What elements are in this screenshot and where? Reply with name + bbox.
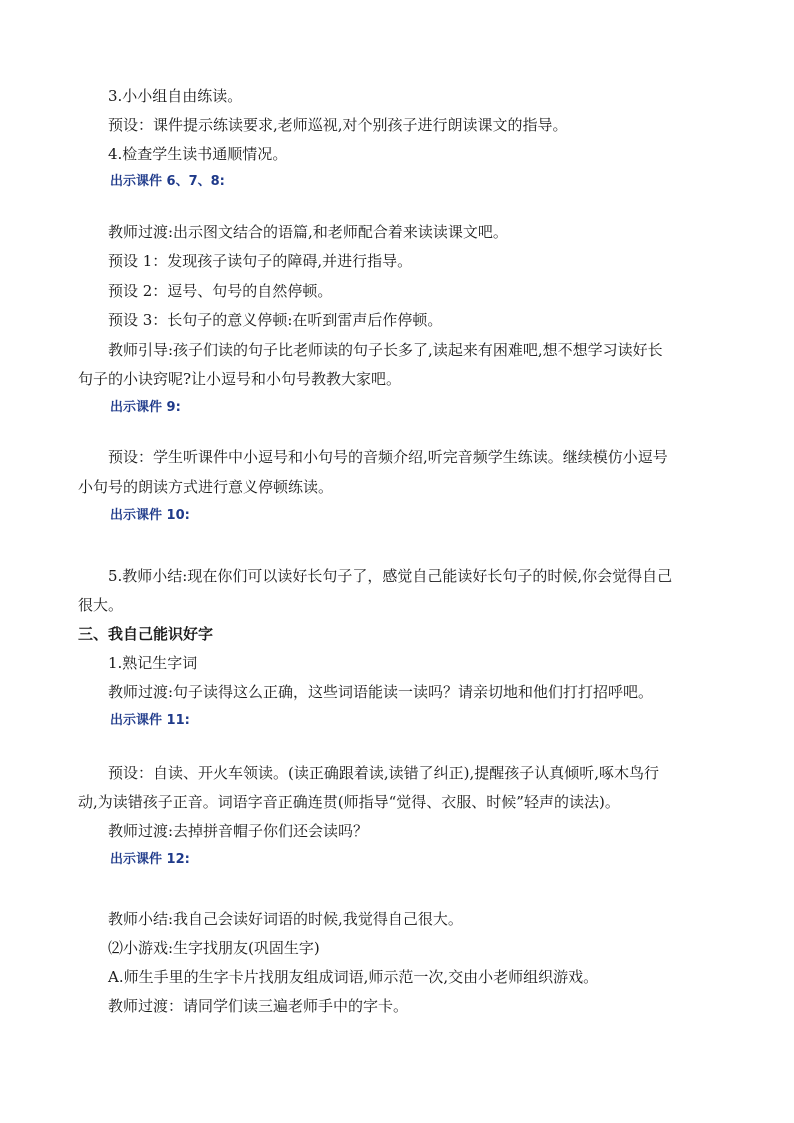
paragraph-preset-2: 预设 2：逗号、句号的自然停顿。 — [108, 282, 333, 300]
paragraph-teacher-summary: 教师小结:我自己会读好词语的时候,我觉得自己很大。 — [108, 910, 463, 928]
paragraph-teacher-transition-1: 教师过渡:出示图文结合的语篇,和老师配合着来读读课文吧。 — [108, 223, 508, 241]
paragraph-game-a: A.师生手里的生字卡片找朋友组成词语,师示范一次,交由小老师组织游戏。 — [108, 968, 599, 986]
paragraph-game-title: ⑵小游戏:生字找朋友(巩固生字) — [108, 939, 320, 957]
paragraph-preset-1: 预设 1：发现孩子读句子的障碍,并进行指导。 — [108, 252, 413, 270]
paragraph-step-3: 3.小小组自由练读。 — [108, 87, 243, 105]
paragraph-teacher-transition-2: 教师过渡:句子读得这么正确，这些词语能读一读吗？请亲切地和他们打打招呼吧。 — [108, 683, 654, 701]
section-heading-3: 三、我自己能识好字 — [78, 625, 214, 643]
paragraph-preset-guidance: 预设：课件提示练读要求,老师巡视,对个别孩子进行朗读课文的指导。 — [108, 116, 568, 134]
paragraph-teacher-transition-4: 教师过渡：请同学们读三遍老师手中的字卡。 — [108, 997, 409, 1015]
paragraph-step-4: 4.检查学生读书通顺情况。 — [108, 145, 288, 163]
courseware-label-9: 出示课件 9: — [110, 400, 181, 415]
paragraph-step-1-words: 1.熟记生字词 — [108, 654, 198, 672]
paragraph-teacher-transition-3: 教师过渡:去掉拼音帽子你们还会读吗？ — [108, 822, 369, 840]
paragraph-teacher-guide-line-1: 教师引导:孩子们读的句子比老师读的句子长多了,读起来有困难吧,想不想学习读好长 — [108, 341, 663, 359]
paragraph-teacher-guide-line-2: 句子的小诀窍呢?让小逗号和小句号教教大家吧。 — [78, 370, 402, 388]
paragraph-preset-reading-line-2: 动,为读错孩子正音。词语字音正确连贯(师指导“觉得、衣服、时候”轻声的读法)。 — [78, 793, 620, 811]
courseware-label-12: 出示课件 12: — [110, 852, 190, 867]
paragraph-summary-5-line-1: 5.教师小结:现在你们可以读好长句子了，感觉自己能读好长句子的时候,你会觉得自己 — [108, 567, 673, 585]
paragraph-preset-audio-line-2: 小句号的朗读方式进行意义停顿练读。 — [78, 478, 334, 496]
courseware-label-6-7-8: 出示课件 6、7、8: — [110, 174, 225, 189]
paragraph-summary-5-line-2: 很大。 — [78, 596, 124, 614]
paragraph-preset-reading-line-1: 预设：自读、开火车领读。(读正确跟着读,读错了纠正),提醒孩子认真倾听,啄木鸟行 — [108, 764, 660, 782]
paragraph-preset-audio-line-1: 预设：学生听课件中小逗号和小句号的音频介绍,听完音频学生练读。继续模仿小逗号 — [108, 448, 668, 466]
paragraph-preset-3: 预设 3：长句子的意义停顿:在听到雷声后作停顿。 — [108, 311, 443, 329]
courseware-label-10: 出示课件 10: — [110, 508, 190, 523]
courseware-label-11: 出示课件 11: — [110, 713, 190, 728]
